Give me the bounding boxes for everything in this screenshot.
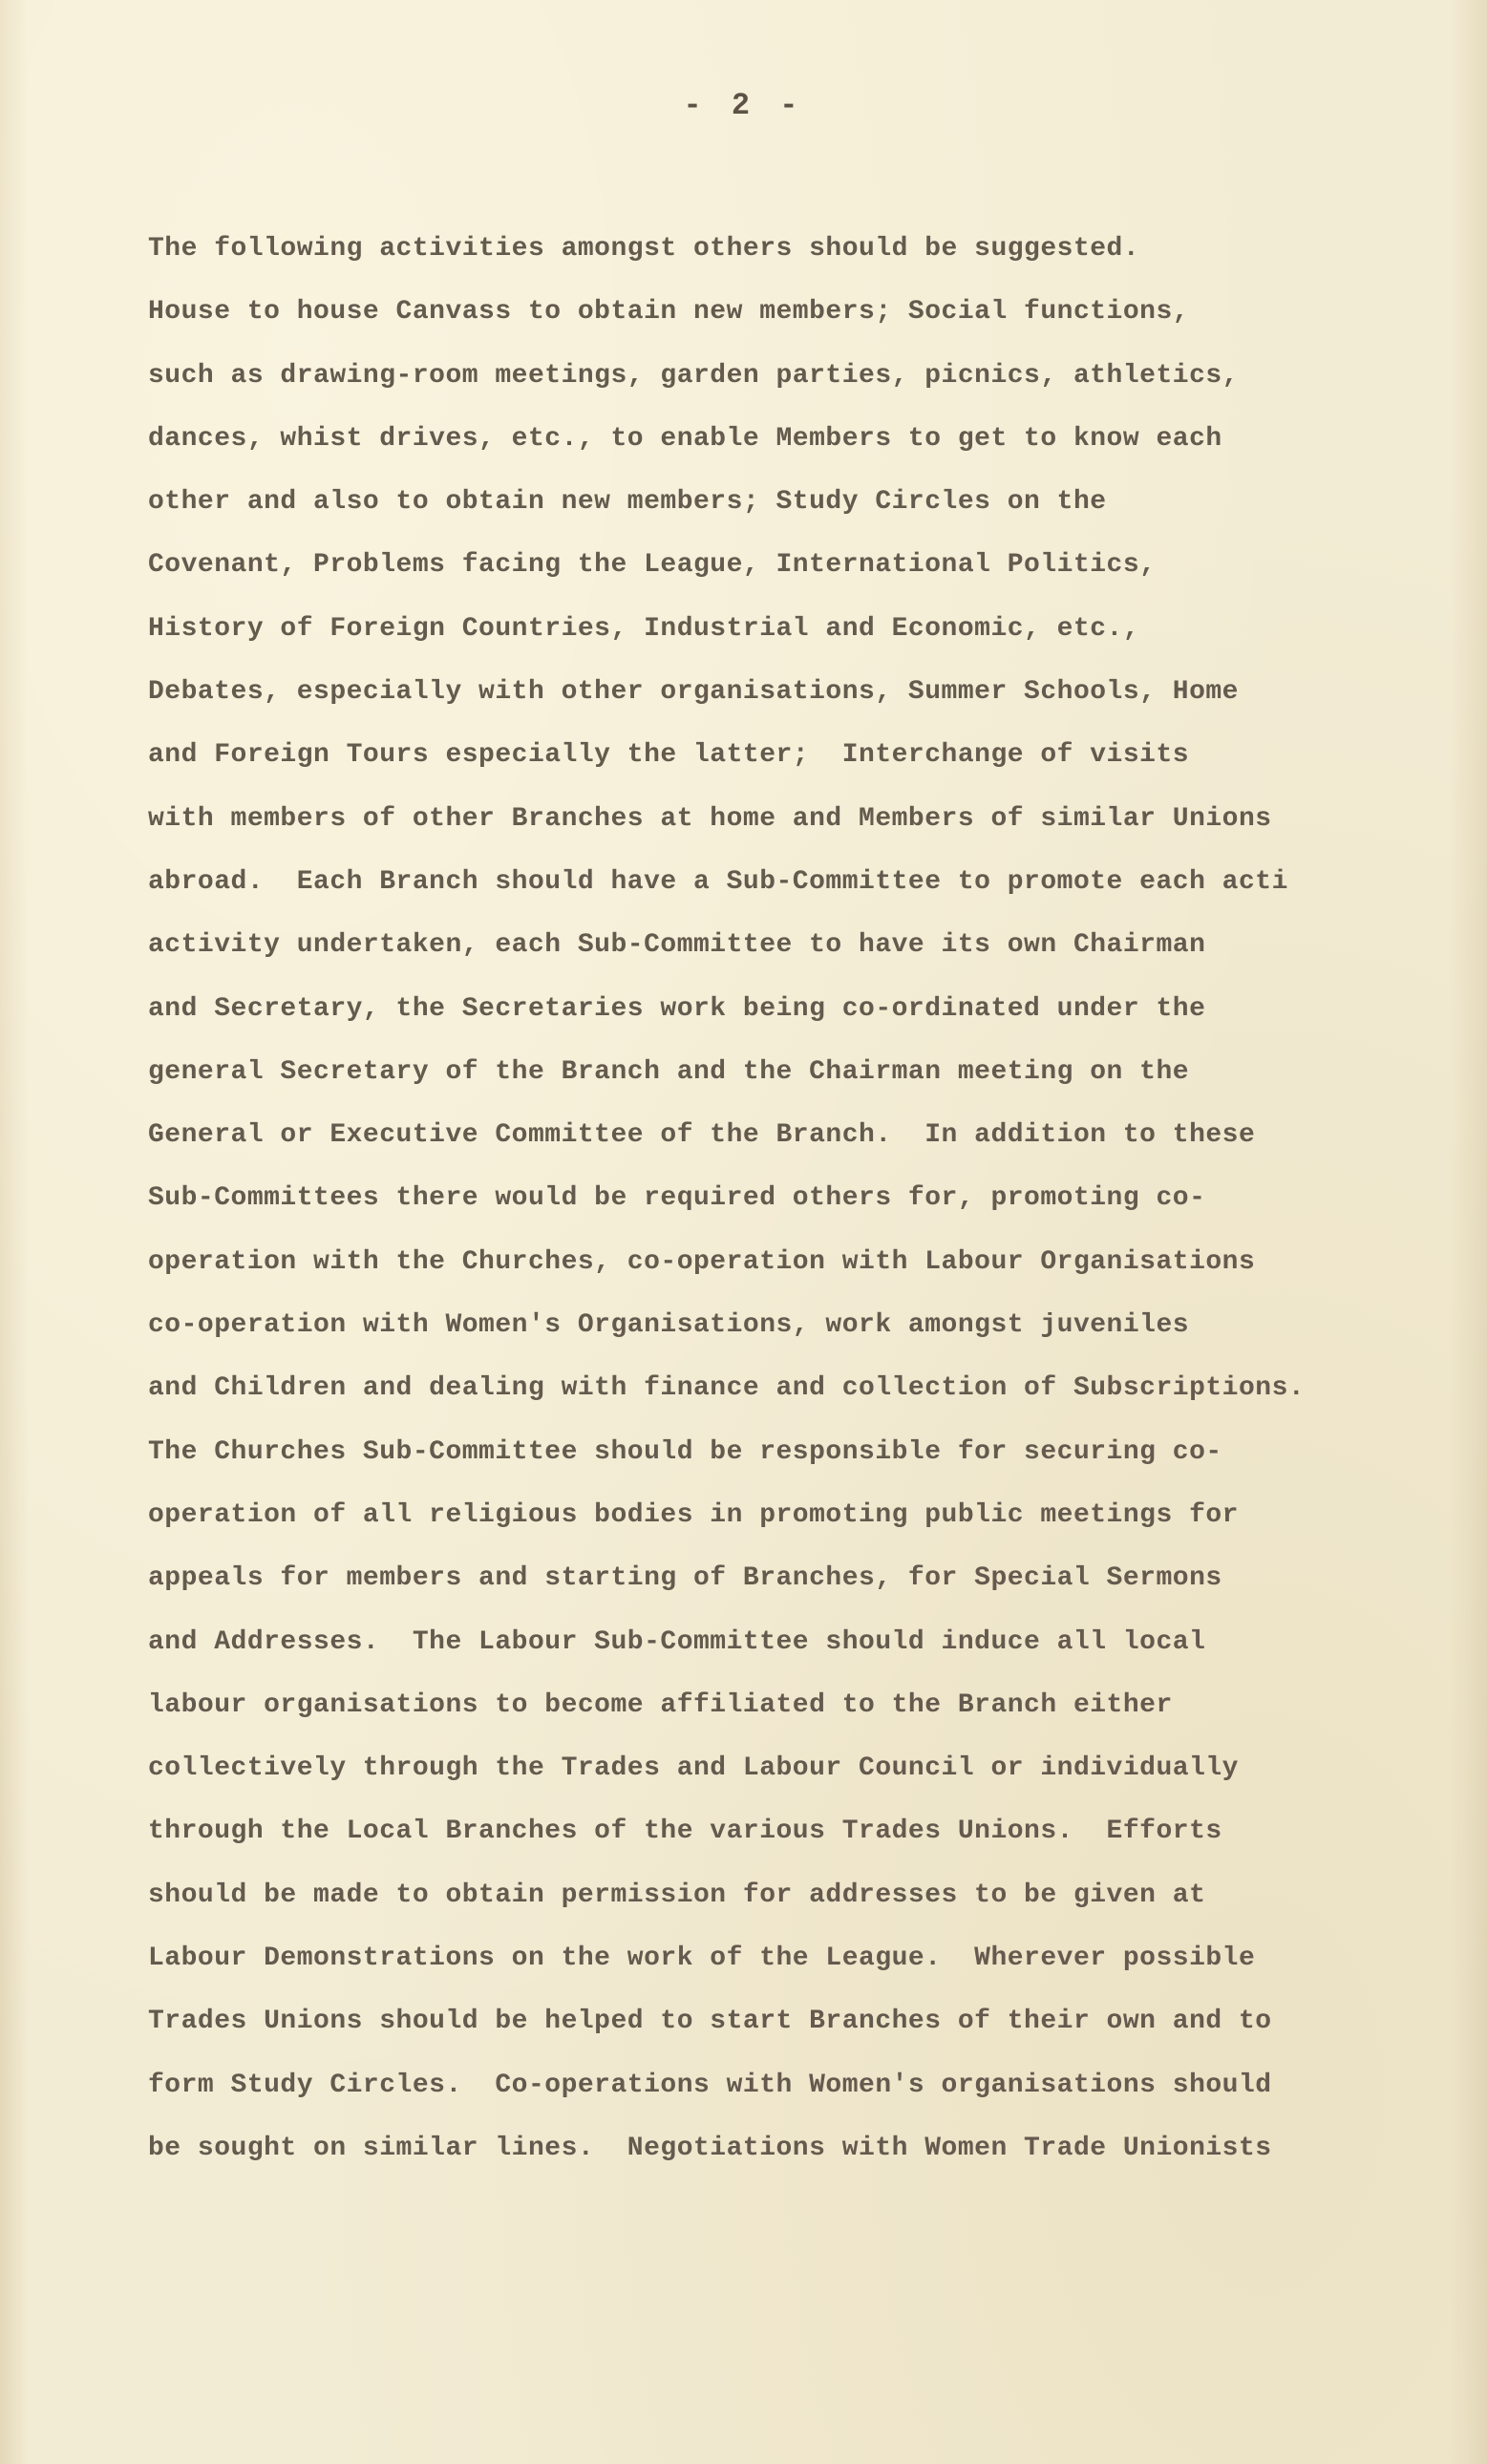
text-line: labour organisations to become affiliated to the Branch either: [148, 1689, 1173, 1720]
text-line: activity undertaken, each Sub-Committee to have its own Chairman: [148, 930, 1206, 961]
text-line: other and also to obtain new members; Study Circles on the: [148, 487, 1107, 518]
text-line: History of Foreign Countries, Industrial and Economic, etc.,: [148, 613, 1140, 644]
text-line: House to house Canvass to obtain new members; Social functions,: [148, 297, 1190, 328]
text-line: Labour Demonstrations on the work of the League. Wherever possible: [148, 1944, 1256, 1974]
text-line: and Secretary, the Secretaries work being co-ordinated under the: [148, 993, 1206, 1024]
page-number: - 2 -: [683, 88, 804, 123]
text-line: general Secretary of the Branch and the Chairman meeting on the: [148, 1056, 1190, 1087]
text-line: appeals for members and starting of Branches, for Special Sermons: [148, 1563, 1222, 1594]
text-line: The Churches Sub-Committee should be responsible for securing co-: [148, 1436, 1222, 1467]
text-line: operation of all religious bodies in promoting public meetings for: [148, 1499, 1239, 1530]
text-line: form Study Circles. Co-operations with Women's organisations should: [148, 2070, 1272, 2100]
text-line: General or Executive Committee of the Branch. In addition to these: [148, 1120, 1256, 1151]
text-line: Debates, especially with other organisations, Summer Schools, Home: [148, 677, 1239, 708]
text-line: and Children and dealing with finance and collection of Subscriptions.: [148, 1373, 1306, 1404]
body-text: [148, 218, 1476, 2180]
text-line: collectively through the Trades and Labour Council or individually: [148, 1753, 1239, 1784]
text-line: and Addresses. The Labour Sub-Committee should induce all local: [148, 1626, 1206, 1657]
text-line: with members of other Branches at home and Members of similar Unions: [148, 803, 1272, 834]
text-line: dances, whist drives, etc., to enable Members to get to know each: [148, 423, 1222, 454]
text-line: such as drawing-room meetings, garden parties, picnics, athletics,: [148, 360, 1239, 391]
text-line: Trades Unions should be helped to start Branches of their own and to: [148, 2007, 1272, 2037]
text-line: Covenant, Problems facing the League, International Politics,: [148, 550, 1157, 581]
text-line: Sub-Committees there would be required others for, promoting co-: [148, 1183, 1206, 1214]
text-line: through the Local Branches of the various Trades Unions. Efforts: [148, 1816, 1222, 1847]
text-line: should be made to obtain permission for addresses to be given at: [148, 1880, 1206, 1910]
text-line: and Foreign Tours especially the latter; Interchange of visits: [148, 740, 1190, 771]
text-line: The following activities amongst others should be suggested.: [148, 234, 1140, 264]
text-line: co-operation with Women's Organisations, work amongst juveniles: [148, 1310, 1190, 1341]
text-line: abroad. Each Branch should have a Sub-Committee to promote each acti: [148, 866, 1288, 897]
text-line: operation with the Churches, co-operation with Labour Organisations: [148, 1246, 1256, 1277]
text-line: be sought on similar lines. Negotiations with Women Trade Unionists: [148, 2133, 1272, 2163]
